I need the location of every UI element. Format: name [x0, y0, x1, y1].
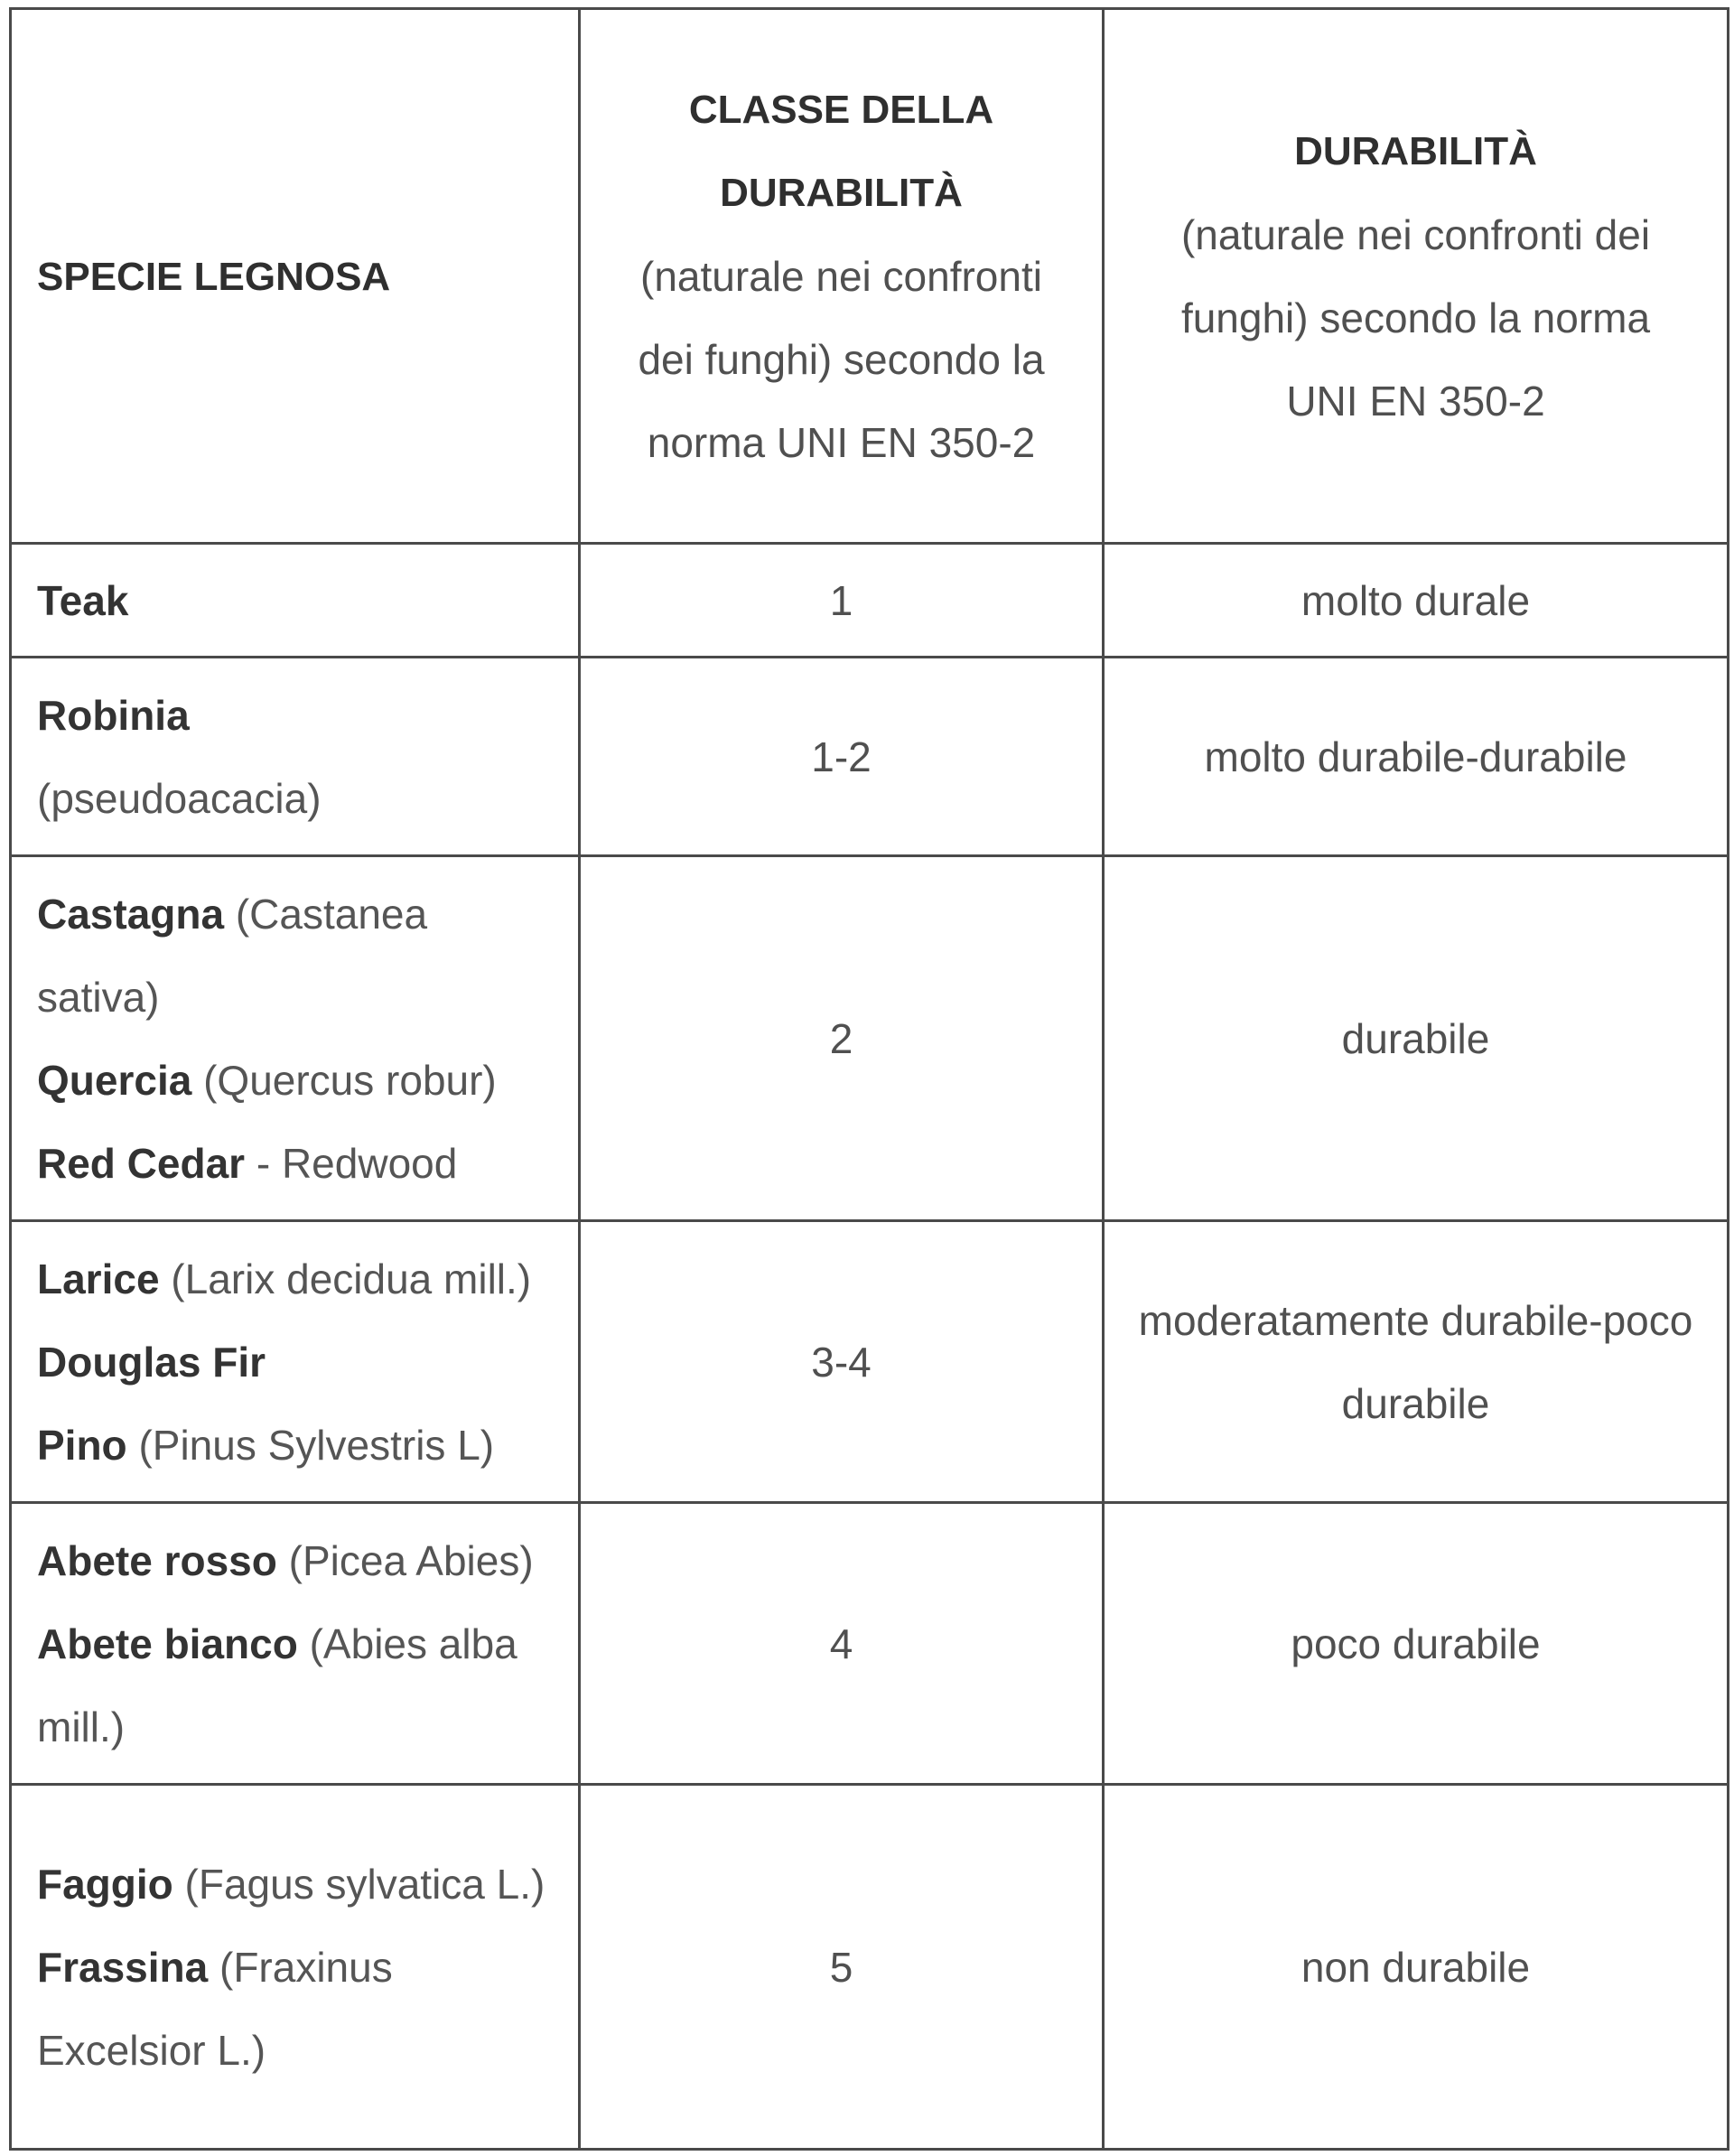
table-row — [11, 1221, 1729, 1503]
species-name: Larice — [37, 1255, 160, 1302]
durability-class-cell: 1 — [580, 544, 1104, 658]
table-row — [11, 1503, 1729, 1785]
durability-class-cell: 1-2 — [580, 658, 1104, 856]
species-line — [37, 1039, 560, 1122]
species-name: Abete rosso — [37, 1536, 277, 1584]
durability-class-cell: 5 — [580, 1785, 1104, 2150]
species-line — [37, 1926, 560, 2092]
header-species-label: SPECIE LEGNOSA — [37, 254, 391, 299]
species-latin: (Fagus sylvatica L.) — [172, 1860, 545, 1908]
header-durability-title: DURABILITÀ — [1294, 128, 1537, 173]
species-line — [37, 1843, 560, 1926]
species-latin: (Larix decidua mill.) — [159, 1255, 532, 1302]
table-row — [11, 856, 1729, 1221]
header-durability-class-subtitle: (naturale nei confronti dei funghi) secondo la norma UNI EN 350-2 — [638, 252, 1045, 466]
species-latin: (Picea Abies) — [276, 1536, 534, 1584]
durability-class-cell: 3-4 — [580, 1221, 1104, 1503]
species-latin: (Quercus robur) — [191, 1056, 497, 1104]
species-cell — [11, 1503, 580, 1785]
durability-table — [9, 7, 1729, 2151]
species-name: Douglas Fir — [37, 1338, 266, 1386]
species-line — [37, 1321, 560, 1404]
durability-cell: poco durabile — [1104, 1503, 1729, 1785]
species-latin: (Castanea sativa) — [37, 890, 428, 1021]
species-name: Abete bianco — [37, 1619, 298, 1667]
durability-class-cell: 2 — [580, 856, 1104, 1221]
species-name: Red Cedar — [37, 1139, 246, 1187]
durability-cell: molto durabile-durabile — [1104, 658, 1729, 856]
table-row — [11, 1785, 1729, 2150]
species-cell — [11, 544, 580, 658]
species-line — [37, 873, 560, 1039]
species-latin: (pseudoacacia) — [37, 774, 322, 822]
species-latin: (Pinus Sylvestris L) — [126, 1421, 495, 1469]
species-line — [37, 1237, 560, 1321]
species-name: Teak — [37, 576, 129, 624]
species-cell — [11, 658, 580, 856]
species-name: Castagna — [37, 890, 225, 938]
species-line — [37, 1122, 560, 1205]
species-line — [37, 674, 560, 757]
species-name: Robinia — [37, 691, 190, 739]
species-line — [37, 1404, 560, 1487]
header-durability — [1104, 9, 1729, 544]
species-line — [37, 1519, 560, 1602]
species-cell — [11, 1221, 580, 1503]
species-latin: - Redwood — [245, 1139, 458, 1187]
species-name: Quercia — [37, 1056, 192, 1104]
species-latin: (Fraxinus Excelsior L.) — [37, 1943, 393, 2074]
species-name: Pino — [37, 1421, 127, 1469]
durability-cell: molto durale — [1104, 544, 1729, 658]
durability-cell: moderatamente durabile-poco durabile — [1104, 1221, 1729, 1503]
table-header-row — [11, 9, 1729, 544]
durability-table-container — [9, 7, 1727, 2150]
table-row — [11, 658, 1729, 856]
header-durability-class-title: CLASSE DELLA DURABILITÀ — [688, 87, 994, 215]
species-latin: (Abies alba mill.) — [37, 1619, 517, 1750]
durability-cell: durabile — [1104, 856, 1729, 1221]
species-line — [37, 1602, 560, 1769]
species-name: Faggio — [37, 1860, 173, 1908]
species-name: Frassina — [37, 1943, 209, 1991]
species-cell — [11, 856, 580, 1221]
species-line — [37, 559, 560, 642]
durability-cell: non durabile — [1104, 1785, 1729, 2150]
header-durability-class — [580, 9, 1104, 544]
header-durability-subtitle: (naturale nei confronti dei funghi) secondo la norma UNI EN 350-2 — [1180, 210, 1651, 425]
table-row — [11, 544, 1729, 658]
species-cell — [11, 1785, 580, 2150]
header-species — [11, 9, 580, 544]
species-line — [37, 757, 560, 840]
durability-class-cell: 4 — [580, 1503, 1104, 1785]
